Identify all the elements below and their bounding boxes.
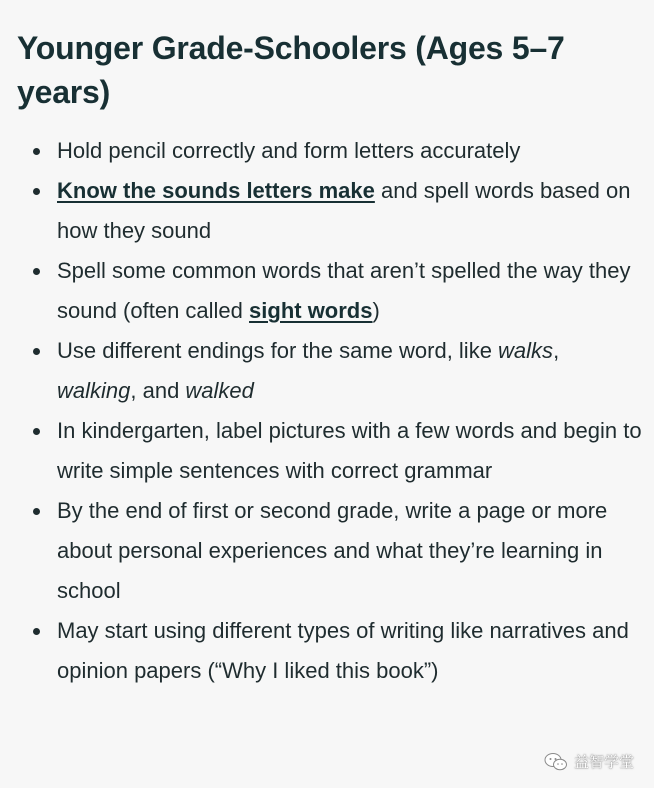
- list-item: By the end of first or second grade, write a page or more about personal experiences and what they’re learning in school: [57, 491, 642, 611]
- watermark-text: 益智学堂: [573, 753, 634, 771]
- list-item: Know the sounds letters make and spell words based on how they sound: [57, 171, 642, 251]
- milestone-list: [17, 131, 642, 691]
- bullet-icon: [33, 348, 40, 355]
- list-item: Spell some common words that aren’t spelled the way they sound (often called sight words): [57, 251, 642, 331]
- list-item: In kindergarten, label pictures with a few words and begin to write simple sentences with correct grammar: [57, 411, 642, 491]
- list-item: Hold pencil correctly and form letters accurately: [57, 131, 642, 171]
- list-item: Use different endings for the same word, like walks, walking, and walked: [57, 331, 642, 411]
- list-item: May start using different types of writing like narratives and opinion papers (“Why I liked this book”): [57, 611, 642, 691]
- bullet-icon: [33, 148, 40, 155]
- link-sight-words[interactable]: sight words: [249, 298, 373, 323]
- bullet-icon: [33, 428, 40, 435]
- article-section: [17, 26, 642, 691]
- bullet-icon: [33, 188, 40, 195]
- bullet-icon: [33, 508, 40, 515]
- wechat-icon: [544, 752, 568, 772]
- section-heading: Younger Grade-Schoolers (Ages 5–7 years): [17, 30, 565, 110]
- bullet-icon: [33, 628, 40, 635]
- link-letter-sounds[interactable]: Know the sounds letters make: [57, 178, 375, 203]
- watermark: [544, 751, 634, 772]
- bullet-icon: [33, 268, 40, 275]
